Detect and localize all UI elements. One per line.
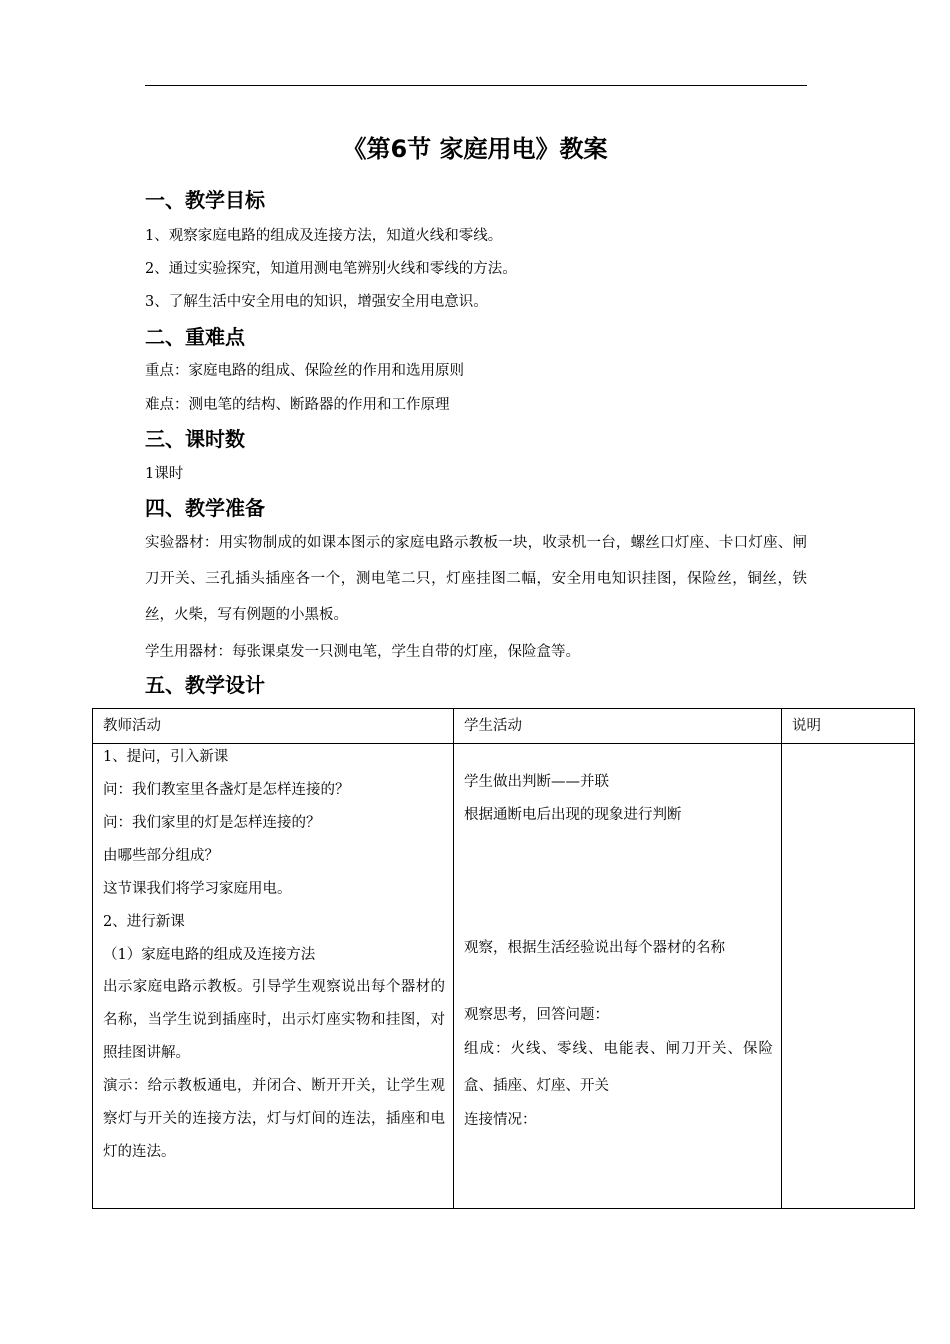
document-title: 《第6节 家庭用电》教案 [342,135,608,163]
equipment-paragraph: 实验器材：用实物制成的如课本图示的家庭电路示教板一块，收录机一台，螺丝口灯座、卡口灯座、闸刀开关、三孔插头插座各一个，测电笔二只，灯座挂图二幅，安全用电知识挂图，保险丝，铜丝，铁丝，火柴，写有例题的小黑板。 [145,535,807,623]
teacher-line: 问：我们教室里各盏灯是怎样连接的？ [103,782,350,798]
difficult-point-item: 难点：测电笔的结构、断路器的作用和工作原理 [145,397,450,413]
student-line: 连接情况： [464,1112,537,1128]
notes-cell [782,744,915,1209]
student-line: 观察，根据生活经验说出每个器材的名称 [464,940,725,956]
objective-item: 2、通过实验探究，知道用测电笔辨别火线和零线的方法。 [145,261,517,277]
header-rule [145,85,807,86]
student-line: 根据通断电后出现的现象进行判断 [464,807,682,823]
teaching-design-table [92,708,915,1209]
table-header-row [93,709,915,744]
teacher-line: （1）家庭电路的组成及连接方法 [103,947,316,963]
teacher-line: 1、提问，引入新课 [103,749,229,765]
objective-item: 1、观察家庭电路的组成及连接方法，知道火线和零线。 [145,228,503,244]
objective-item: 3、了解生活中安全用电的知识，增强安全用电意识。 [145,294,488,310]
teacher-activity-cell [93,744,454,1209]
student-activity-cell [454,744,782,1209]
section-heading-objectives: 一、教学目标 [145,188,265,212]
teacher-line: 这节课我们将学习家庭用电。 [103,881,292,897]
table-row [93,744,915,1209]
student-equipment-text: 学生用器材：每张课桌发一只测电笔，学生自带的灯座，保险盒等。 [145,644,580,660]
student-line: 学生做出判断——并联 [464,774,609,790]
teacher-paragraph: 演示：给示教板通电，并闭合、断开开关，让学生观察灯与开关的连接方法，灯与灯间的连法，插座和电灯的连法。 [103,1078,445,1160]
section-heading-preparation: 四、教学准备 [145,496,265,520]
column-header-teacher: 教师活动 [93,709,454,744]
key-point-item: 重点：家庭电路的组成、保险丝的作用和选用原则 [145,363,464,379]
teacher-line: 由哪些部分组成？ [103,848,219,864]
hours-text: 1课时 [145,466,184,482]
student-paragraph: 组成：火线、零线、电能表、闸刀开关、保险盒、插座、灯座、开关 [464,1041,773,1094]
teacher-line: 2、进行新课 [103,914,185,930]
teacher-line: 问：我们家里的灯是怎样连接的？ [103,815,321,831]
column-header-notes: 说明 [782,709,915,744]
section-heading-hours: 三、课时数 [145,427,245,451]
section-heading-key-points: 二、重难点 [145,325,245,349]
section-heading-design: 五、教学设计 [145,673,265,697]
student-line: 观察思考，回答问题： [464,1007,609,1023]
teacher-paragraph: 出示家庭电路示教板。引导学生观察说出每个器材的名称，当学生说到插座时，出示灯座实物和挂图，对照挂图讲解。 [103,979,445,1061]
column-header-student: 学生活动 [454,709,782,744]
